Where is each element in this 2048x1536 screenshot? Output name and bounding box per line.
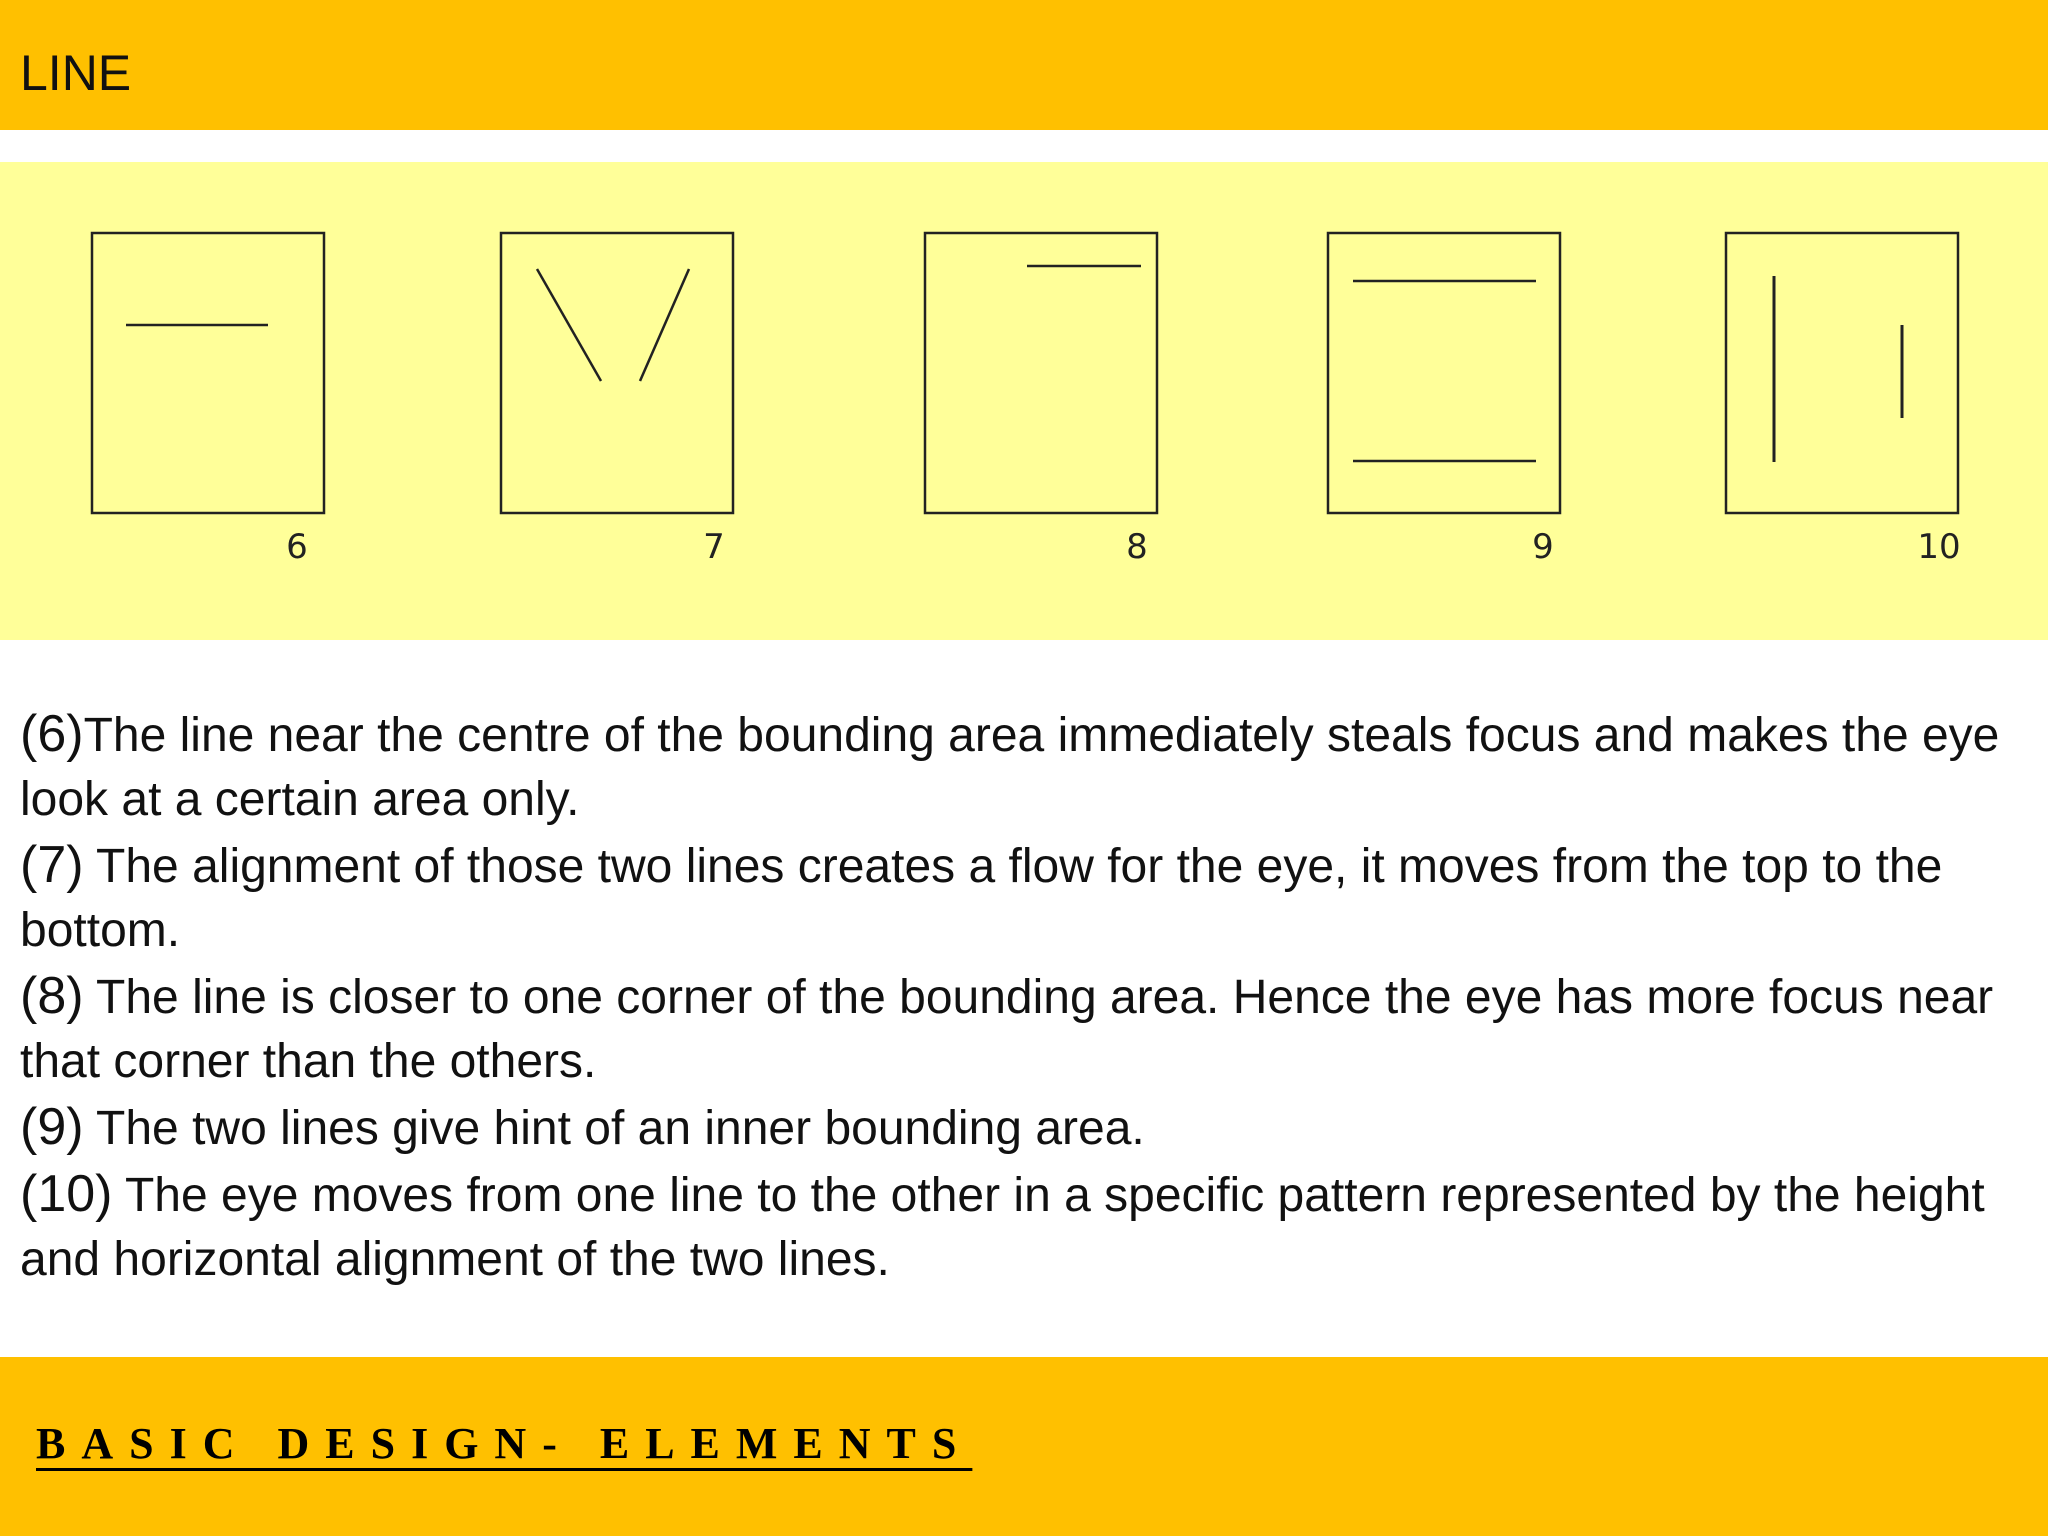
figure-number-6: 6 bbox=[286, 527, 308, 567]
bounding-box-9 bbox=[1328, 233, 1560, 513]
figure-number-7: 7 bbox=[703, 527, 725, 567]
bounding-box-10 bbox=[1726, 233, 1958, 513]
header-band bbox=[0, 0, 2048, 130]
figure-6 bbox=[92, 233, 324, 567]
description-7 bbox=[20, 833, 2020, 963]
description-text: The line is closer to one corner of the bounding area. Hence the eye has more focus near that corner than the others. bbox=[20, 971, 1994, 1088]
description-text: The two lines give hint of an inner bounding area. bbox=[83, 1102, 1145, 1155]
figure-number-8: 8 bbox=[1126, 527, 1148, 567]
description-text: The line near the centre of the bounding area immediately steals focus and makes the eye look at a certain area only. bbox=[20, 709, 2000, 826]
slide-title: LINE bbox=[20, 45, 132, 101]
description-8 bbox=[20, 964, 2020, 1094]
description-9 bbox=[20, 1095, 2020, 1161]
description-text: The alignment of those two lines creates a flow for the eye, it moves from the top to the bottom. bbox=[20, 840, 1943, 957]
description-number: (10) bbox=[20, 1165, 113, 1223]
figure-number-10: 10 bbox=[1917, 527, 1961, 567]
description-number: (6) bbox=[20, 705, 84, 763]
bounding-box-7 bbox=[501, 233, 733, 513]
figure-8 bbox=[925, 233, 1157, 567]
description-6 bbox=[20, 702, 2020, 832]
description-10 bbox=[20, 1162, 2020, 1292]
figure-number-9: 9 bbox=[1532, 527, 1554, 567]
figure-9 bbox=[1328, 233, 1560, 567]
bounding-box-6 bbox=[92, 233, 324, 513]
description-number: (7) bbox=[20, 836, 84, 894]
bounding-box-8 bbox=[925, 233, 1157, 513]
description-number: (9) bbox=[20, 1098, 84, 1156]
diagonal-line-right-7 bbox=[640, 269, 689, 381]
line-examples-figure bbox=[0, 162, 2048, 640]
description-text: The eye moves from one line to the other in a specific pattern represented by the height and horizontal alignment of the two lines. bbox=[20, 1169, 1985, 1286]
description-number: (8) bbox=[20, 967, 84, 1025]
figure-7 bbox=[501, 233, 733, 567]
footer-label: BASIC DESIGN- ELEMENTS bbox=[36, 1419, 973, 1468]
figure-10 bbox=[1726, 233, 1961, 567]
figure-panel bbox=[0, 162, 2048, 640]
diagonal-line-left-7 bbox=[537, 269, 601, 381]
description-list bbox=[20, 702, 2020, 1293]
